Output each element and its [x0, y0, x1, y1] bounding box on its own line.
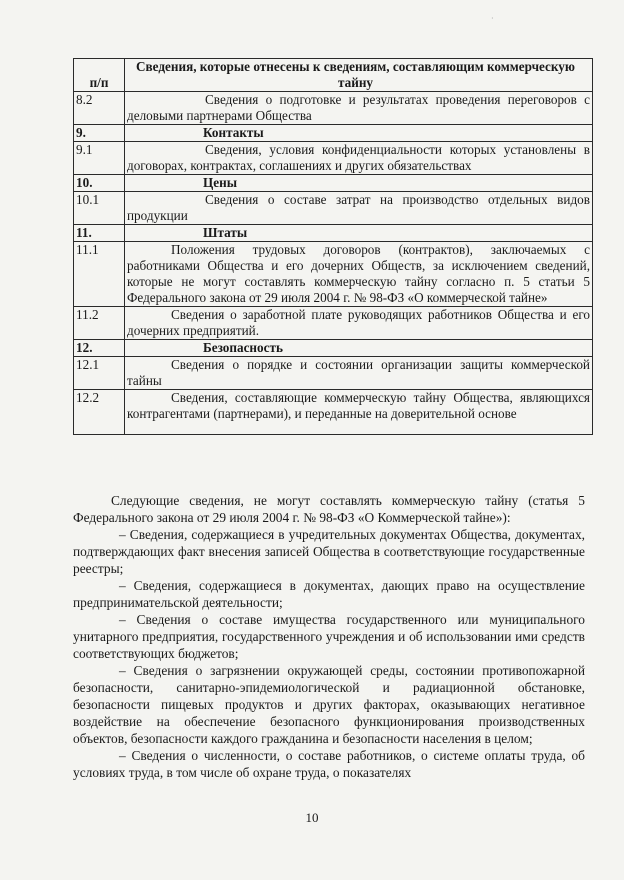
row-num: 12.1: [74, 357, 125, 390]
section-title: Безопасность: [125, 340, 593, 357]
section-title: Цены: [125, 175, 593, 192]
row-num: 12.: [74, 340, 125, 357]
row-num: 9.1: [74, 142, 125, 175]
row-text: Сведения о составе затрат на производство отдельных видов продукции: [125, 192, 593, 225]
table-row: [74, 92, 593, 125]
table-row: [74, 142, 593, 175]
section-title: Контакты: [125, 125, 593, 142]
section-row: [74, 125, 593, 142]
row-num: 10.: [74, 175, 125, 192]
row-num: 9.: [74, 125, 125, 142]
table-row: [74, 357, 593, 390]
section-row: [74, 175, 593, 192]
table-row: [74, 242, 593, 307]
row-text: Сведения, составляющие коммерческую тайну Общества, являющихся контрагентами (партнерами), и переданные на доверительной основе: [125, 390, 593, 435]
row-num: 8.2: [74, 92, 125, 125]
intro-paragraph: Следующие сведения, не могут составлять коммерческую тайну (статья 5 Федерального закона от 29 июля 2004 г. № 98-ФЗ «О Коммерческой тайне»):: [73, 493, 585, 525]
header-num-cell: п/п: [74, 59, 125, 92]
table-row: [74, 307, 593, 340]
body-text: [73, 492, 585, 781]
list-item: – Сведения о составе имущества государственного или муниципального унитарного предприятия, государственного учреждения и об использовании ими средств соответствующих бюджетов;: [73, 612, 585, 661]
row-text: Сведения о заработной плате руководящих работников Общества и его дочерних предприятий.: [125, 307, 593, 340]
scan-speck: ·: [491, 14, 494, 23]
section-row: [74, 340, 593, 357]
table-header-row: [74, 59, 593, 92]
row-text: Положения трудовых договоров (контрактов), заключаемых с работниками Общества и его дочерних Обществ, за исключением сведений, которые не могут составлять коммерческую тайну согласно п. 5 статьи 5 Федерального закона от 29 июля 2004 г. № 98-ФЗ «О коммерческой тайне»: [125, 242, 593, 307]
row-num: 12.2: [74, 390, 125, 435]
row-text: Сведения, условия конфиденциальности которых установлены в договорах, контрактах, соглашениях и других обязательствах: [125, 142, 593, 175]
list-item: – Сведения, содержащиеся в учредительных документах Общества, документах, подтверждающих факт внесения записей Общества в соответствующие государственные реестры;: [73, 527, 585, 576]
row-text: Сведения о подготовке и результатах проведения переговоров с деловыми партнерами Общества: [125, 92, 593, 125]
list-item: – Сведения, содержащиеся в документах, дающих право на осуществление предпринимательской деятельности;: [73, 578, 585, 610]
list-item: – Сведения о численности, о составе работников, о системе оплаты труда, об условиях труда, в том числе об охране труда, о показателях: [73, 748, 585, 780]
section-title: Штаты: [125, 225, 593, 242]
section-row: [74, 225, 593, 242]
page-number: 10: [305, 810, 319, 825]
trade-secret-table: [73, 58, 593, 435]
list-item: – Сведения о загрязнении окружающей среды, состоянии противопожарной безопасности, санитарно-эпидемиологической и радиационной обстановке, безопасности пищевых продуктов и других факторах, оказывающих негативное воздействие на обеспечение безопасного функционирования производственных объектов, безопасности каждого гражданина и безопасности населения в целом;: [73, 663, 585, 746]
row-num: 11.2: [74, 307, 125, 340]
row-num: 10.1: [74, 192, 125, 225]
header-text-cell: Сведения, которые отнесены к сведениям, составляющим коммерческую тайну: [125, 59, 593, 92]
table-row: [74, 192, 593, 225]
row-text: Сведения о порядке и состоянии организации защиты коммерческой тайны: [125, 357, 593, 390]
table-row: [74, 390, 593, 435]
row-num: 11.: [74, 225, 125, 242]
row-num: 11.1: [74, 242, 125, 307]
